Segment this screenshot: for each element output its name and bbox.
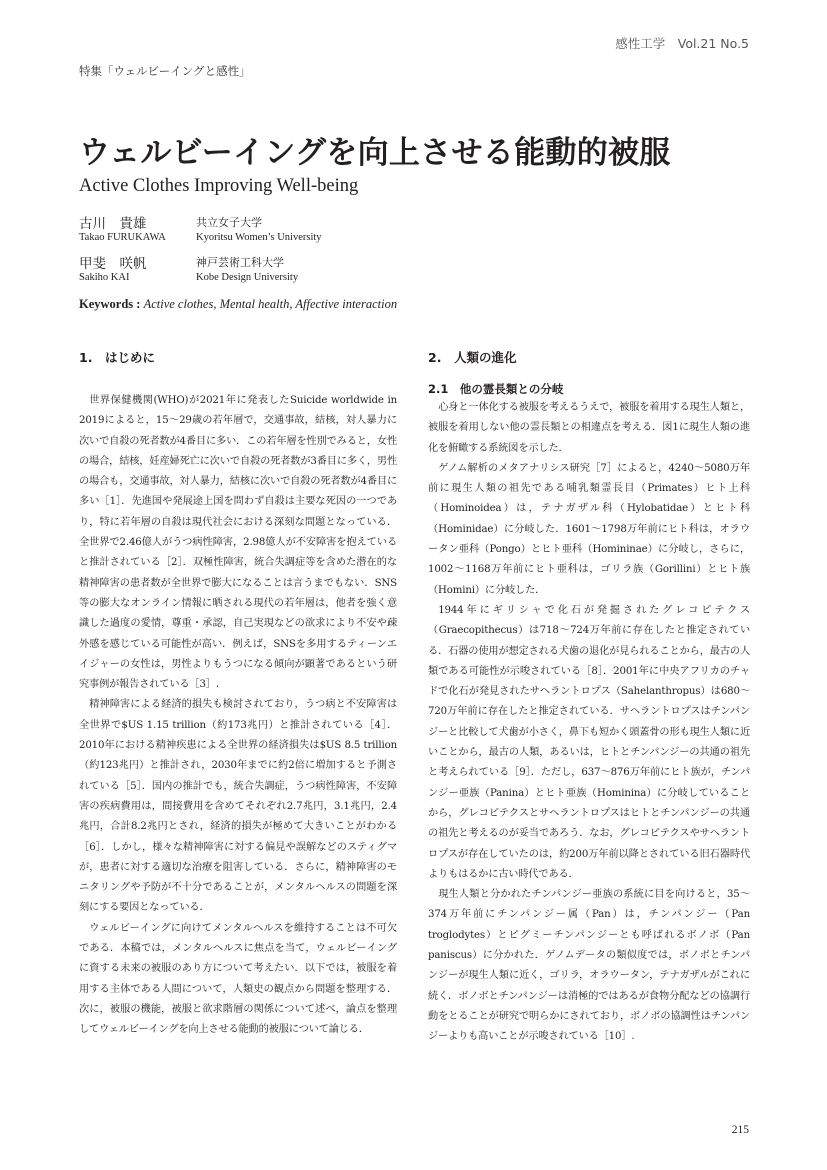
author-affiliation-ja: 共立女子大学 (196, 216, 262, 229)
author-name-ja: 古川 貴雄 (79, 216, 147, 232)
body-paragraph: 心身と一体化する被服を考えるうえで，被服を着用する現生人類と，被服を着用しない他の霊長類との相違点を考える．図1に現生人類の進化を俯瞰する系統図を示した． (428, 402, 750, 454)
author-name-en: Takao FURUKAWA (79, 232, 166, 243)
special-issue-label: 特集「ウェルビーイングと感性」 (79, 64, 251, 78)
article-subtitle: Active Clothes Improving Well-being (79, 176, 359, 196)
article-title: ウェルビーイングを向上させる能動的被服 (79, 135, 671, 171)
author-affiliation-ja: 神戸芸術工科大学 (196, 256, 284, 269)
body-paragraph: ウェルビーイングに向けてメンタルヘルスを維持することは不可欠である．本稿では，メンタルヘルスに焦点を当て，ウェルビーイングに資する未来の被服のあり方について考えたい．以下では，被服を着用する主体である人間について，人類史の観点から問題を整理する．次に，被服の機能，被服と欲求階層の関係について述べ，論点を整理してウェルビーイングを向上させる能動的被服について論じる． (79, 922, 397, 1036)
body-paragraph: 精神障害による経済的損失も検討されており，うつ病と不安障害は全世界で$US 1.15 trillion（約173兆円）と推計されている［4］．2010年における精神疾患による全世界の経済損失は$US 8.5 trillion（約123兆円）と推計され，2030年までに約2倍に増加すると予測されている［5］．国内の推計でも，統合失調症，うつ病性障害，不安障害の疾病費用は，間接費用を含めてそれぞれ2.7兆円，3.1兆円，2.4兆円，合計8.2兆円とされ，経済的損失が極めて大きいことがわかる［6］．しかし，様々な精神障害に対する偏見や誤解などのスティグマが，患者に対する適切な治療を阻害している．さらに，精神障害のモニタリングや予防が不十分であることが，メンタルヘルスの問題を深刻にする要因となっている． (79, 699, 397, 914)
left-column (79, 348, 397, 1041)
page-number: 215 (731, 1124, 749, 1136)
body-paragraph: 現生人類と分かれたチンパンジー亜族の系統に目を向けると，35～374万年前にチンパンジー属（Pan）は，チンパンジー（Pan troglodytes）とピグミーチンパンジーとも呼ばれるボノボ（Pan paniscus）に分かれた．ゲノムデータの類似度では，ボノボとチンパンジーが現生人類に近く，ゴリラ，オラウータン，テナガザルがこれに続く．ボノボとチンパンジーは消極的ではあるが食物分配などの協調行動をとることが研究で明らかにされており，ボノボの協調性はチンパンジーよりも高いことが示唆されている［10］. (428, 889, 750, 1043)
section-heading: 2. 人類の進化 (428, 350, 517, 365)
author-affiliation-en: Kyoritsu Women’s University (196, 232, 322, 243)
journal-header: 感性工学 Vol.21 No.5 (615, 36, 749, 51)
keywords-label: Keywords : (79, 297, 141, 311)
body-paragraph: 1944年にギリシャで化石が発掘されたグレコピテクス（Graecopithecus）は718～724万年前に存在したと推定されている．石器の使用が想定される犬歯の退化が見られることから，最古の人類である可能性が示唆されている［8］．2001年に中央アフリカのチャドで化石が発見されたサヘラントロプス（Sahelanthropus）は680～720万年前に存在したと推定されている．サヘラントロプスはチンパンジーと比較して犬歯が小さく，鼻下も短かく頭蓋骨の形も現生人類に近いことから，最古の人類，あるいは，ヒトとチンパンジーの共通の祖先と考えられている［9］．ただし，637～876万年前にヒト族が，チンパンジー亜族（Panina）とヒト亜族（Hominina）に分岐していることから，グレコピテクスとサヘラントロプスはヒトとチンパンジーの共通の祖先と考えるのが妥当であろう．なお，グレコピテクスやサヘラントロプスが存在していたのは，約200万年前以降とされている旧石器時代よりもはるかに古い時代である． (428, 604, 750, 880)
right-column (428, 348, 750, 1048)
author-affiliation-en: Kobe Design University (196, 272, 299, 283)
body-paragraph: 世界保健機関(WHO)が2021年に発表したSuicide worldwide in 2019によると，15～29歳の若年層で，交通事故，結核，対人暴力に次いで自殺の死者数が4番目に多い．この若年層を性別でみると，女性の場合，結核，妊産婦死亡に次いで自殺の死者数が3番目に多く，男性の場合も，交通事故，対人暴力，結核に次いで自殺の死者数が4番目に多い［1］．先進国や発展途上国を問わず自殺は主要な死因の一つであり，特に若年層の自殺は現代社会における深刻な問題となっている．全世界で2.46億人がうつ病性障害，2.98億人が不安障害を抱えていると推計されている［2］．双極性障害，統合失調症等を含めた潜在的な精神障害の患者数が全世界で膨大になることは言うまでもない．SNS等の膨大なオンライン情報に晒される現代の若年層は，他者を強く意識した過度の愛情，尊重・承認，自己実現などの欲求により不安や疎外感を感じている可能性が高い．例えば，SNSを多用するティーンエイジャーの女性は，男性よりもうつになる傾向が顕著であるという研究事例が報告されている［3］. (79, 395, 397, 691)
author-name-ja: 甲斐 咲帆 (79, 256, 147, 272)
subsection-heading: 2.1 他の霊長類との分岐 (428, 382, 564, 396)
body-paragraph: ゲノム解析のメタアナリシス研究［7］によると，4240～5080万年前に現生人類の祖先である哺乳類霊長目（Primates）ヒト上科（Hominoidea）は，テナガザル科（Hylobatidae）とヒト科（Hominidae）に分岐した．1601～1798万年前にヒト科は，オラウータン亜科（Pongo）とヒト亜科（Homininae）に分岐し，さらに，1002～1168万年前にヒト亜科は，ゴリラ族（Gorillini）とヒト族（Homini）に分岐した． (428, 462, 750, 596)
keywords-line (79, 297, 397, 312)
author-name-en: Sakiho KAI (79, 272, 130, 283)
section-heading: 1. はじめに (79, 350, 155, 365)
keywords-list: Active clothes, Mental health, Affective interaction (143, 297, 398, 311)
